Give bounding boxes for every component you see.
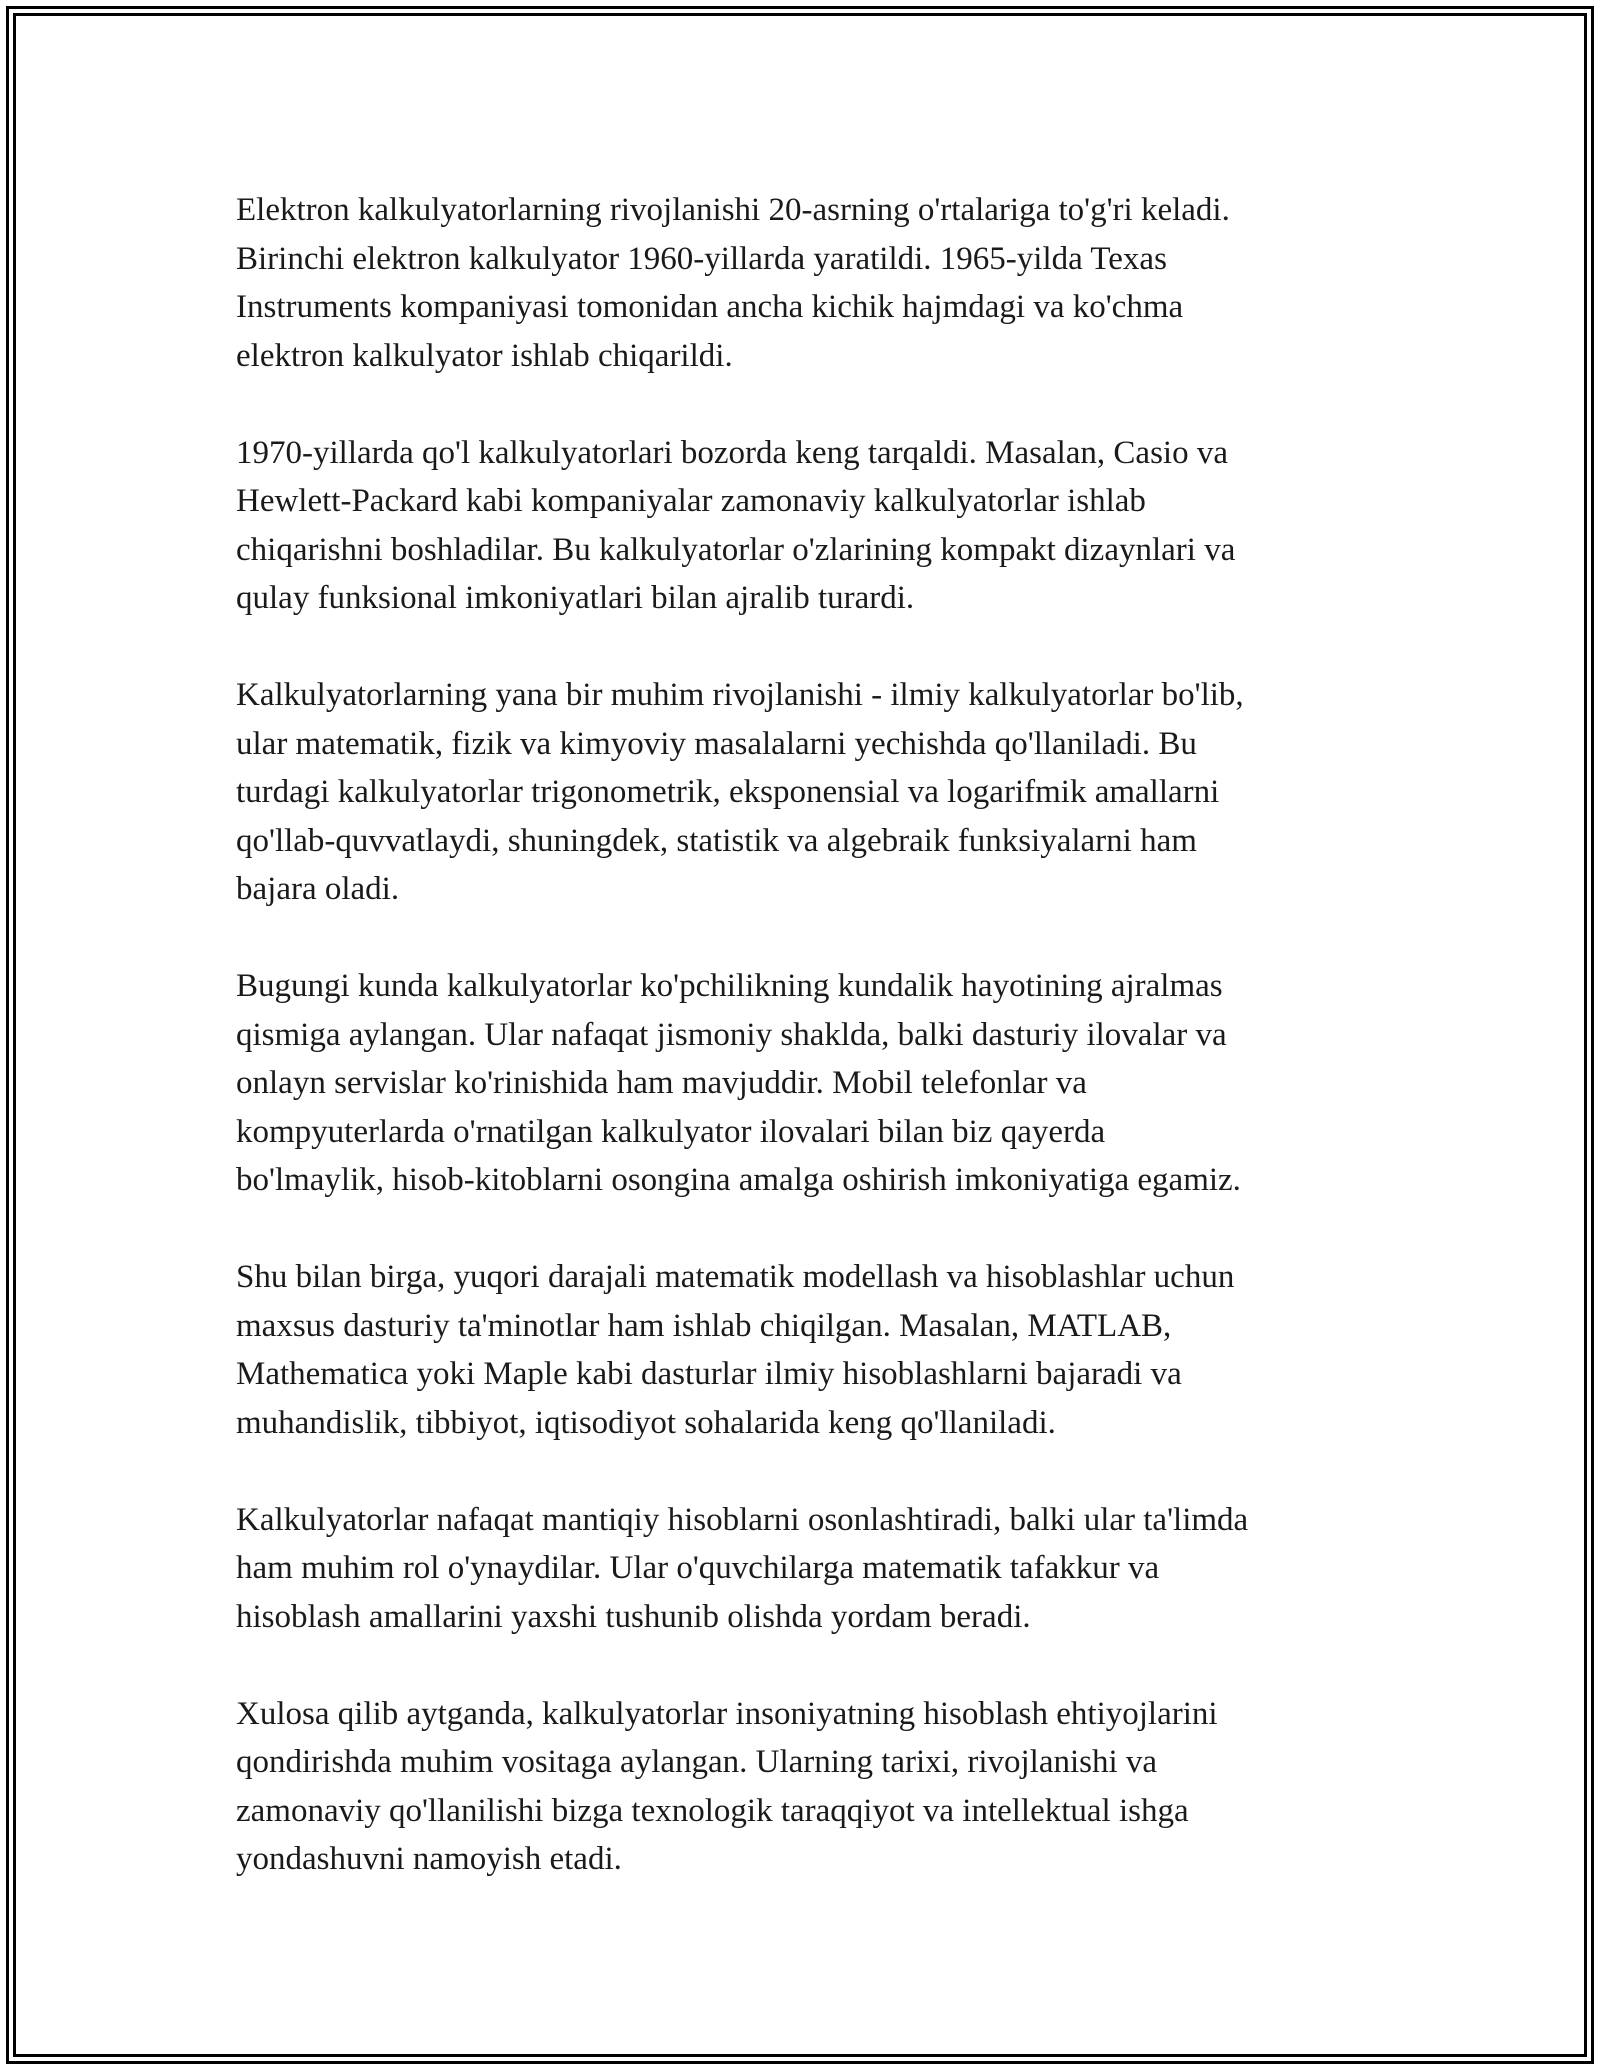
document-body xyxy=(236,186,1386,1932)
paragraph-6: Kalkulyatorlar nafaqat mantiqiy hisoblarni osonlashtiradi, balki ular ta'limda ham muhim rol o'ynaydilar. Ular o'quvchilarga matematik tafakkur va hisoblash amallarini yaxshi tushunib olishda yordam beradi. xyxy=(236,1501,1249,1635)
paragraph-3: Kalkulyatorlarning yana bir muhim rivojlanishi - ilmiy kalkulyatorlar bo'lib, ular matematik, fizik va kimyoviy masalalarni yechishda qo'llaniladi. Bu turdagi kalkulyatorlar trigonometrik, eksponensial va logarifmik amallarni qo'llab-quvvatlaydi, shuningdek, statistik va algebraik funksiyalarni ham bajara oladi. xyxy=(236,677,1244,907)
paragraph-4: Bugungi kunda kalkulyatorlar ko'pchilikning kundalik hayotining ajralmas qismiga aylangan. Ular nafaqat jismoniy shaklda, balki dasturiy ilovalar va onlayn servislar ko'rinishida ham mavjuddir. Mobil telefonlar va kompyuterlarda o'rnatilgan kalkulyator ilovalari bilan biz qayerda bo'lmaylik, hisob-kitoblarni osongina amalga oshirish imkoniyatiga egamiz. xyxy=(236,968,1241,1198)
paragraph-5: Shu bilan birga, yuqori darajali matematik modellash va hisoblashlar uchun maxsus dasturiy ta'minotlar ham ishlab chiqilgan. Masalan, MATLAB, Mathematica yoki Maple kabi dasturlar ilmiy hisoblashlarni bajaradi va muhandislik, tibbiyot, iqtisodiyot sohalarida keng qo'llaniladi. xyxy=(236,1259,1235,1441)
paragraph-1: Elektron kalkulyatorlarning rivojlanishi 20-asrning o'rtalariga to'g'ri keladi. Birinchi elektron kalkulyator 1960-yillarda yaratildi. 1965-yilda Texas Instruments kompaniyasi tomonidan ancha kichik hajmdagi va ko'chma elektron kalkulyator ishlab chiqarildi. xyxy=(236,192,1230,374)
paragraph-2: 1970-yillarda qo'l kalkulyatorlari bozorda keng tarqaldi. Masalan, Casio va Hewlett-Packard kabi kompaniyalar zamonaviy kalkulyatorlar ishlab chiqarishni boshladilar. Bu kalkulyatorlar o'zlarining kompakt dizaynlari va qulay funksional imkoniyatlari bilan ajralib turardi. xyxy=(236,434,1236,616)
paragraph-7: Xulosa qilib aytganda, kalkulyatorlar insoniyatning hisoblash ehtiyojlarini qondirishda muhim vositaga aylangan. Ularning tarixi, rivojlanishi va zamonaviy qo'llanilishi bizga texnologik taraqqiyot va intellektual ishga yondashuvni namoyish etadi. xyxy=(236,1695,1218,1877)
